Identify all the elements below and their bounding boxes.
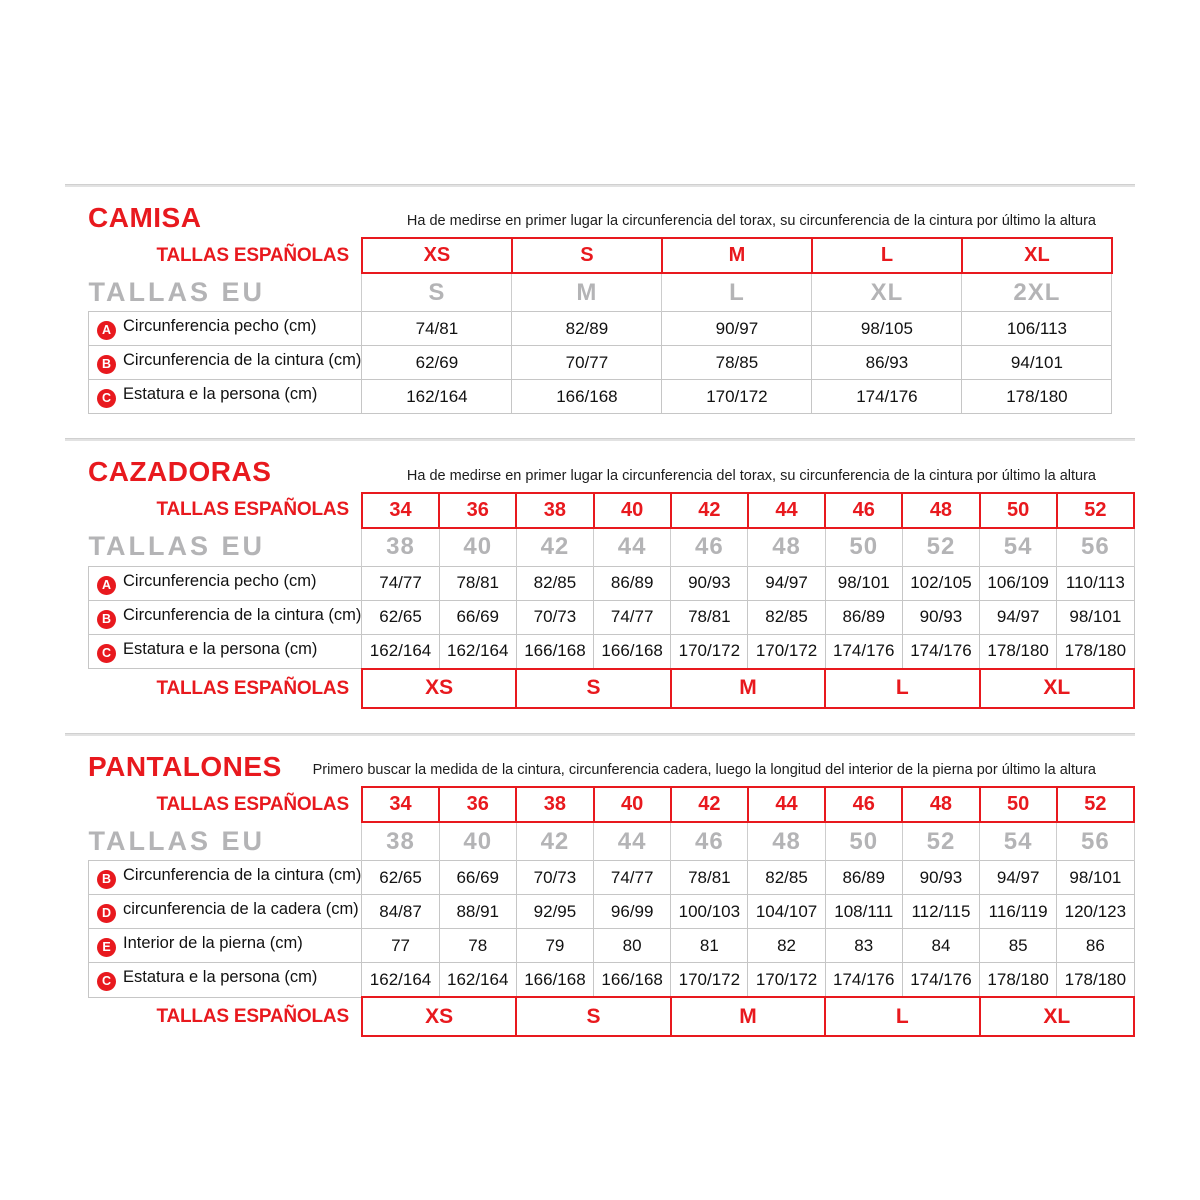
eu-size-cell: 52 (902, 822, 979, 861)
spanish-size-cell: 40 (594, 787, 671, 822)
letter-badge-a: A (97, 576, 116, 595)
eu-size-cell: 48 (748, 822, 825, 861)
value-cell: 83 (825, 929, 902, 963)
section-cazadoras (65, 441, 1135, 732)
value-cell: 170/172 (748, 634, 825, 669)
measurement-label-text: Circunferencia de la cintura (cm) (123, 605, 362, 624)
value-cell: 74/77 (362, 566, 439, 600)
value-cell: 106/113 (962, 312, 1112, 346)
section-header (88, 203, 1096, 232)
spanish-size-cell: 38 (516, 493, 593, 528)
value-cell: 74/77 (594, 861, 671, 895)
section-header (88, 752, 1096, 781)
value-cell: 174/176 (902, 963, 979, 998)
eu-size-cell: 44 (594, 822, 671, 861)
letter-badge-b: B (97, 610, 116, 629)
measurement-label-text: Circunferencia pecho (cm) (123, 571, 317, 590)
measurement-row-label (89, 346, 362, 380)
spanish-sizes-label: TALLAS ESPAÑOLAS (156, 244, 349, 266)
measurement-row-label (89, 380, 362, 414)
eu-size-cell: 40 (439, 822, 516, 861)
size-chart-content (65, 184, 1135, 1061)
value-cell: 82/89 (512, 312, 662, 346)
value-cell: 98/101 (1057, 861, 1134, 895)
value-cell: 74/77 (594, 600, 671, 634)
eu-size-cell: 40 (439, 528, 516, 567)
spanish-size-cell: 36 (439, 787, 516, 822)
eu-sizes-label: TALLAS EU (88, 276, 265, 307)
spanish-size-cell: 42 (671, 787, 748, 822)
measurement-label-text: Circunferencia pecho (cm) (123, 317, 317, 336)
value-cell: 62/65 (362, 861, 439, 895)
value-cell: 162/164 (439, 963, 516, 998)
footer-size-cell: XL (980, 669, 1134, 708)
eu-size-cell: 2XL (962, 273, 1112, 312)
value-cell: 82/85 (516, 566, 593, 600)
size-table-cazadoras (88, 492, 1135, 709)
footer-size-cell: M (671, 997, 825, 1036)
eu-size-cell: S (362, 273, 512, 312)
value-cell: 86/89 (825, 600, 902, 634)
value-cell: 78/81 (671, 861, 748, 895)
spanish-sizes-label: TALLAS ESPAÑOLAS (156, 499, 349, 521)
letter-badge-c: C (97, 972, 116, 991)
eu-size-cell: 50 (825, 528, 902, 567)
measurement-label-text: circunferencia de la cadera (cm) (123, 900, 359, 919)
value-cell: 162/164 (362, 634, 439, 669)
eu-sizes-label: TALLAS EU (88, 531, 265, 562)
eu-size-cell: L (662, 273, 812, 312)
measurement-row-label (89, 600, 362, 634)
value-cell: 70/73 (516, 600, 593, 634)
spanish-size-cell: 52 (1057, 787, 1134, 822)
value-cell: 166/168 (516, 634, 593, 669)
value-cell: 84 (902, 929, 979, 963)
value-cell: 90/97 (662, 312, 812, 346)
spanish-size-cell: S (512, 238, 662, 273)
spanish-size-cell: M (662, 238, 812, 273)
value-cell: 77 (362, 929, 439, 963)
value-cell: 85 (980, 929, 1057, 963)
spanish-size-cell: 42 (671, 493, 748, 528)
section-title: CAZADORAS (88, 456, 272, 488)
value-cell: 108/111 (825, 895, 902, 929)
value-cell: 174/176 (825, 634, 902, 669)
measurement-label-text: Estatura e la persona (cm) (123, 640, 318, 659)
section-title: CAMISA (88, 202, 202, 233)
letter-badge-c: C (97, 644, 116, 663)
measurement-label-text: Circunferencia de la cintura (cm) (123, 351, 362, 370)
measurement-row-label (89, 634, 362, 669)
value-cell: 178/180 (962, 380, 1112, 414)
value-cell: 170/172 (671, 634, 748, 669)
measurement-label-text: Estatura e la persona (cm) (123, 968, 318, 987)
letter-badge-e: E (97, 938, 116, 957)
value-cell: 96/99 (594, 895, 671, 929)
value-cell: 98/101 (825, 566, 902, 600)
eu-size-cell: 54 (980, 528, 1057, 567)
spanish-size-cell: 34 (362, 493, 439, 528)
value-cell: 162/164 (362, 963, 439, 998)
value-cell: 78/81 (671, 600, 748, 634)
spanish-size-cell: 34 (362, 787, 439, 822)
value-cell: 116/119 (980, 895, 1057, 929)
footer-size-cell: S (516, 997, 670, 1036)
measurement-row-label (89, 963, 362, 998)
spanish-size-cell: 36 (439, 493, 516, 528)
footer-size-cell: XS (362, 997, 516, 1036)
value-cell: 66/69 (439, 861, 516, 895)
eu-size-cell: 42 (516, 528, 593, 567)
value-cell: 94/97 (980, 861, 1057, 895)
value-cell: 106/109 (980, 566, 1057, 600)
value-cell: 102/105 (902, 566, 979, 600)
value-cell: 98/101 (1057, 600, 1134, 634)
spanish-size-cell: 46 (825, 787, 902, 822)
letter-badge-b: B (97, 870, 116, 889)
value-cell: 162/164 (362, 380, 512, 414)
footer-size-cell: M (671, 669, 825, 708)
value-cell: 82 (748, 929, 825, 963)
eu-size-cell: 38 (362, 822, 439, 861)
spanish-size-cell: L (812, 238, 962, 273)
footer-size-cell: L (825, 997, 979, 1036)
section-header (88, 457, 1096, 486)
value-cell: 174/176 (902, 634, 979, 669)
spanish-size-cell: 50 (980, 493, 1057, 528)
eu-size-cell: 42 (516, 822, 593, 861)
value-cell: 170/172 (748, 963, 825, 998)
value-cell: 74/81 (362, 312, 512, 346)
value-cell: 174/176 (825, 963, 902, 998)
letter-badge-b: B (97, 355, 116, 374)
spanish-size-cell: 46 (825, 493, 902, 528)
eu-size-cell: 48 (748, 528, 825, 567)
measurement-row-label (89, 929, 362, 963)
eu-size-cell: 52 (902, 528, 979, 567)
letter-badge-d: D (97, 904, 116, 923)
value-cell: 104/107 (748, 895, 825, 929)
value-cell: 62/69 (362, 346, 512, 380)
value-cell: 166/168 (512, 380, 662, 414)
footer-size-cell: L (825, 669, 979, 708)
letter-badge-c: C (97, 389, 116, 408)
measurement-row-label (89, 895, 362, 929)
eu-size-cell: 46 (671, 822, 748, 861)
value-cell: 86/93 (812, 346, 962, 380)
spanish-size-cell: 48 (902, 493, 979, 528)
measurement-label-text: Interior de la pierna (cm) (123, 934, 303, 953)
size-table-pantalones (88, 786, 1135, 1037)
value-cell: 90/93 (671, 566, 748, 600)
eu-size-cell: 44 (594, 528, 671, 567)
eu-size-cell: 46 (671, 528, 748, 567)
footer-size-cell: XL (980, 997, 1134, 1036)
section-instruction: Ha de medirse en primer lugar la circunferencia del torax, su circunferencia de la cintura por último la altura (406, 467, 1096, 484)
value-cell: 112/115 (902, 895, 979, 929)
value-cell: 120/123 (1057, 895, 1134, 929)
value-cell: 86 (1057, 929, 1134, 963)
footer-size-cell: S (516, 669, 670, 708)
value-cell: 82/85 (748, 600, 825, 634)
measurement-label-text: Estatura e la persona (cm) (123, 385, 318, 404)
eu-size-cell: 50 (825, 822, 902, 861)
value-cell: 80 (594, 929, 671, 963)
value-cell: 86/89 (825, 861, 902, 895)
eu-size-cell: 38 (362, 528, 439, 567)
value-cell: 170/172 (671, 963, 748, 998)
value-cell: 178/180 (1057, 963, 1134, 998)
value-cell: 90/93 (902, 861, 979, 895)
spanish-size-cell: 52 (1057, 493, 1134, 528)
eu-size-cell: 56 (1057, 822, 1134, 861)
section-title: PANTALONES (88, 750, 282, 782)
eu-size-cell: XL (812, 273, 962, 312)
value-cell: 94/97 (980, 600, 1057, 634)
measurement-row-label (89, 861, 362, 895)
value-cell: 86/89 (594, 566, 671, 600)
letter-badge-a: A (97, 321, 116, 340)
value-cell: 162/164 (439, 634, 516, 669)
value-cell: 78/81 (439, 566, 516, 600)
spanish-size-cell: 38 (516, 787, 593, 822)
eu-sizes-label: TALLAS EU (88, 825, 265, 856)
value-cell: 178/180 (980, 634, 1057, 669)
value-cell: 166/168 (594, 634, 671, 669)
spanish-size-cell: 48 (902, 787, 979, 822)
value-cell: 174/176 (812, 380, 962, 414)
value-cell: 70/77 (512, 346, 662, 380)
eu-size-cell: 54 (980, 822, 1057, 861)
spanish-sizes-label: TALLAS ESPAÑOLAS (156, 677, 349, 699)
value-cell: 166/168 (594, 963, 671, 998)
value-cell: 81 (671, 929, 748, 963)
measurement-row-label (89, 566, 362, 600)
size-table-camisa (88, 237, 1113, 414)
value-cell: 100/103 (671, 895, 748, 929)
section-instruction: Primero buscar la medida de la cintura, circunferencia cadera, luego la longitud del interior de la pierna por último la altura (312, 762, 1096, 779)
value-cell: 170/172 (662, 380, 812, 414)
value-cell: 98/105 (812, 312, 962, 346)
value-cell: 82/85 (748, 861, 825, 895)
footer-size-cell: XS (362, 669, 516, 708)
value-cell: 62/65 (362, 600, 439, 634)
section-instruction: Ha de medirse en primer lugar la circunferencia del torax, su circunferencia de la cintura por último la altura (406, 213, 1096, 230)
value-cell: 178/180 (980, 963, 1057, 998)
measurement-row-label (89, 312, 362, 346)
value-cell: 66/69 (439, 600, 516, 634)
spanish-size-cell: 40 (594, 493, 671, 528)
value-cell: 88/91 (439, 895, 516, 929)
eu-size-cell: M (512, 273, 662, 312)
spanish-size-cell: XL (962, 238, 1112, 273)
spanish-size-cell: 44 (748, 493, 825, 528)
value-cell: 84/87 (362, 895, 439, 929)
spanish-size-cell: XS (362, 238, 512, 273)
section-pantalones (65, 736, 1135, 1061)
section-camisa (65, 187, 1135, 438)
spanish-size-cell: 44 (748, 787, 825, 822)
value-cell: 78 (439, 929, 516, 963)
measurement-label-text: Circunferencia de la cintura (cm) (123, 866, 362, 885)
value-cell: 79 (516, 929, 593, 963)
spanish-size-cell: 50 (980, 787, 1057, 822)
value-cell: 94/97 (748, 566, 825, 600)
eu-size-cell: 56 (1057, 528, 1134, 567)
value-cell: 90/93 (902, 600, 979, 634)
spanish-sizes-label: TALLAS ESPAÑOLAS (156, 1005, 349, 1027)
spanish-sizes-label: TALLAS ESPAÑOLAS (156, 793, 349, 815)
value-cell: 110/113 (1057, 566, 1134, 600)
value-cell: 92/95 (516, 895, 593, 929)
value-cell: 178/180 (1057, 634, 1134, 669)
value-cell: 78/85 (662, 346, 812, 380)
value-cell: 70/73 (516, 861, 593, 895)
value-cell: 166/168 (516, 963, 593, 998)
value-cell: 94/101 (962, 346, 1112, 380)
